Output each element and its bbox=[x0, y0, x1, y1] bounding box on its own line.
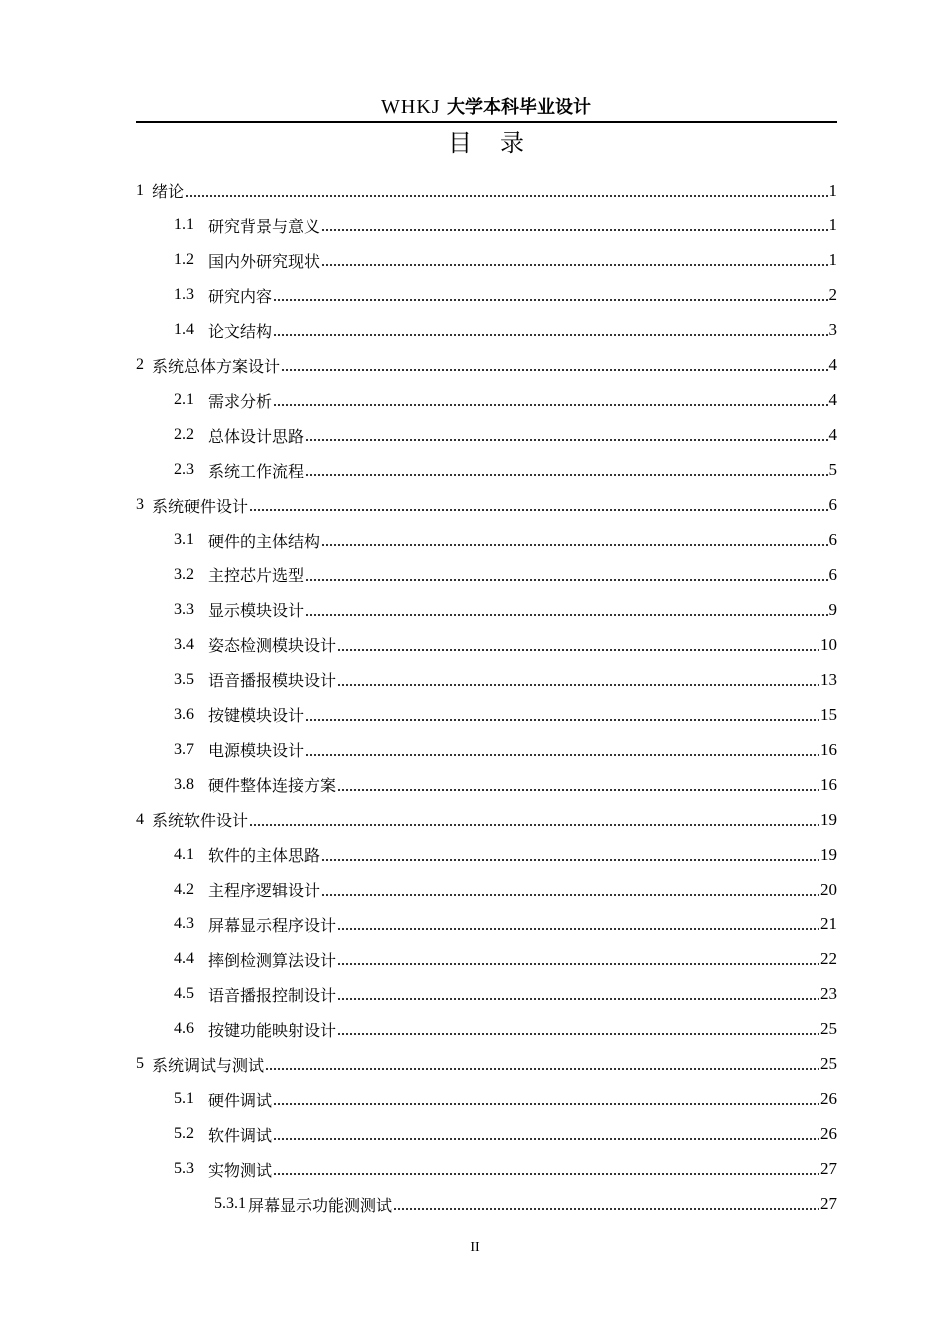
toc-entry[interactable] bbox=[136, 488, 837, 523]
toc-entry-label: 系统调试与测试 bbox=[152, 1055, 265, 1075]
toc-entry-label: 电源模块设计 bbox=[208, 741, 305, 761]
toc-entry-number: 5.3 bbox=[174, 1160, 194, 1178]
toc-entry-number: 1 bbox=[136, 181, 144, 199]
toc-entry-page: 25 bbox=[820, 1054, 837, 1074]
toc-entry[interactable] bbox=[174, 907, 837, 942]
header-university-code: WHKJ bbox=[381, 96, 441, 118]
toc-entry-label: 屏幕显示程序设计 bbox=[208, 915, 337, 935]
toc-entry-label: 研究背景与意义 bbox=[208, 216, 321, 236]
toc-entry-number: 4.6 bbox=[174, 1020, 194, 1038]
page-number: II bbox=[470, 1240, 480, 1255]
toc-entry-number: 1.4 bbox=[174, 321, 194, 339]
toc-entry-number: 1.1 bbox=[174, 216, 194, 234]
toc-dot-leader bbox=[273, 393, 827, 409]
toc-entry-label: 硬件的主体结构 bbox=[208, 531, 321, 551]
toc-entry-label: 系统硬件设计 bbox=[152, 496, 249, 516]
toc-dot-leader bbox=[305, 743, 819, 759]
toc-dot-leader bbox=[321, 253, 827, 269]
toc-entry-label: 需求分析 bbox=[208, 391, 273, 411]
toc-entry-number: 2.2 bbox=[174, 426, 194, 444]
toc-entry[interactable] bbox=[174, 1012, 837, 1047]
toc-entry[interactable] bbox=[174, 662, 837, 697]
toc-entry-label: 系统总体方案设计 bbox=[152, 356, 281, 376]
toc-entry-page: 20 bbox=[820, 879, 837, 899]
toc-entry-page: 26 bbox=[820, 1089, 837, 1109]
toc-entry-number: 4.1 bbox=[174, 845, 194, 863]
toc-entry-page: 16 bbox=[820, 774, 837, 794]
toc-entry-label: 语音播报控制设计 bbox=[208, 985, 337, 1005]
toc-entry-number: 5.3.1 bbox=[214, 1195, 246, 1213]
toc-entry[interactable] bbox=[174, 383, 837, 418]
toc-entry-label: 主程序逻辑设计 bbox=[208, 881, 321, 900]
toc-entry-number: 1.3 bbox=[174, 286, 194, 304]
toc-dot-leader bbox=[273, 1092, 819, 1108]
toc-entry-page: 6 bbox=[828, 530, 837, 549]
toc-dot-leader bbox=[305, 603, 827, 619]
toc-entry-label: 屏幕显示功能测测试 bbox=[248, 1195, 393, 1215]
toc-entry[interactable] bbox=[174, 592, 837, 627]
toc-entry-number: 2.3 bbox=[174, 461, 194, 479]
toc-entry-page: 23 bbox=[820, 984, 837, 1004]
toc-dot-leader bbox=[337, 778, 819, 794]
toc-entry-label: 按键模块设计 bbox=[208, 706, 305, 726]
toc-dot-leader bbox=[337, 952, 819, 968]
toc-entry[interactable] bbox=[136, 802, 837, 837]
toc-dot-leader bbox=[273, 323, 827, 339]
toc-entry-page: 15 bbox=[820, 704, 837, 724]
toc-entry-page: 2 bbox=[828, 285, 837, 305]
toc-entry-number: 1.2 bbox=[174, 251, 194, 269]
toc-entry-number: 4.4 bbox=[174, 950, 194, 968]
header-document-type: 大学本科毕业设计 bbox=[446, 97, 591, 118]
toc-entry[interactable] bbox=[174, 557, 837, 592]
toc-entry[interactable] bbox=[174, 243, 837, 278]
toc-entry[interactable] bbox=[174, 942, 837, 977]
toc-entry-number: 2.1 bbox=[174, 391, 194, 409]
toc-entry-number: 4.5 bbox=[174, 985, 194, 1003]
toc-entry-label: 硬件调试 bbox=[208, 1090, 273, 1110]
toc-entry-page: 5 bbox=[828, 460, 837, 480]
toc-entry[interactable] bbox=[174, 837, 837, 872]
toc-entry-number: 3.2 bbox=[174, 565, 194, 583]
toc-dot-leader bbox=[249, 498, 827, 514]
toc-entry-label: 显示模块设计 bbox=[208, 601, 305, 621]
toc-entry[interactable] bbox=[214, 1187, 837, 1222]
toc-entry-label: 实物测试 bbox=[208, 1160, 273, 1180]
toc-entry-number: 4.2 bbox=[174, 880, 194, 898]
toc-entry[interactable] bbox=[174, 278, 837, 313]
toc-entry-label: 论文结构 bbox=[208, 321, 273, 341]
toc-entry[interactable] bbox=[174, 313, 837, 348]
toc-entry-page: 19 bbox=[820, 844, 837, 864]
toc-entry[interactable] bbox=[174, 1082, 837, 1117]
toc-dot-leader bbox=[305, 463, 827, 479]
toc-entry-page: 6 bbox=[828, 564, 837, 584]
toc-entry[interactable] bbox=[174, 697, 837, 732]
toc-entry-number: 3.8 bbox=[174, 775, 194, 793]
toc-dot-leader bbox=[273, 1162, 819, 1178]
toc-entry-page: 1 bbox=[828, 250, 837, 270]
toc-entry-label: 软件的主体思路 bbox=[208, 846, 321, 866]
toc-entry-page: 13 bbox=[820, 669, 837, 689]
toc-entry-page: 9 bbox=[828, 599, 837, 619]
toc-entry[interactable] bbox=[174, 627, 837, 662]
toc-dot-leader bbox=[321, 848, 819, 864]
toc-dot-leader bbox=[337, 917, 819, 933]
toc-entry[interactable] bbox=[174, 523, 837, 558]
toc-entry-label: 系统软件设计 bbox=[152, 811, 249, 831]
toc-entry[interactable] bbox=[136, 1047, 837, 1082]
toc-entry-page: 16 bbox=[820, 739, 837, 759]
toc-entry-label: 系统工作流程 bbox=[208, 461, 305, 481]
toc-entry-page: 27 bbox=[820, 1194, 837, 1214]
toc-entry-page: 1 bbox=[828, 180, 837, 200]
toc-entry-label: 国内外研究现状 bbox=[208, 251, 321, 271]
toc-entry-page: 26 bbox=[820, 1124, 837, 1144]
toc-entry-label: 硬件整体连接方案 bbox=[208, 776, 337, 796]
toc-entry-label: 软件调试 bbox=[208, 1125, 273, 1145]
toc-entry[interactable] bbox=[174, 453, 837, 488]
toc-entry-label: 绪论 bbox=[152, 182, 185, 201]
toc-entry-number: 5.2 bbox=[174, 1125, 194, 1143]
toc-dot-leader bbox=[273, 288, 827, 304]
toc-entry-page: 25 bbox=[820, 1019, 837, 1039]
toc-entry-page: 22 bbox=[820, 949, 837, 969]
toc-entry-page: 1 bbox=[828, 215, 837, 235]
toc-entry[interactable] bbox=[174, 732, 837, 767]
toc-entry[interactable] bbox=[136, 348, 837, 383]
toc-dot-leader bbox=[305, 708, 819, 724]
toc-entry-number: 3.1 bbox=[174, 531, 194, 548]
toc-entry[interactable] bbox=[174, 872, 837, 907]
toc-dot-leader bbox=[305, 568, 827, 584]
toc-entry-number: 3.4 bbox=[174, 635, 194, 653]
toc-entry-label: 总体设计思路 bbox=[208, 426, 305, 446]
toc-entry-page: 4 bbox=[828, 425, 837, 445]
toc-entry-page: 6 bbox=[828, 495, 837, 515]
toc-entry-number: 5.1 bbox=[174, 1090, 194, 1108]
toc-dot-leader bbox=[337, 987, 819, 1003]
toc-entry-number: 3.6 bbox=[174, 705, 194, 723]
page-header bbox=[136, 92, 836, 120]
toc-dot-leader bbox=[337, 1022, 819, 1038]
toc-dot-leader bbox=[305, 428, 827, 444]
toc-entry-label: 主控芯片选型 bbox=[208, 566, 305, 586]
toc-entry-label: 摔倒检测算法设计 bbox=[208, 950, 337, 970]
toc-dot-leader bbox=[337, 673, 819, 689]
toc-entry-number: 4.3 bbox=[174, 915, 194, 933]
toc-entry-number: 3.3 bbox=[174, 600, 194, 618]
toc-title: 目录 bbox=[448, 129, 552, 157]
toc-entry[interactable] bbox=[174, 1117, 837, 1152]
toc-entry-label: 研究内容 bbox=[208, 286, 273, 306]
toc-entry-page: 19 bbox=[820, 809, 837, 829]
toc-entry-number: 3 bbox=[136, 496, 144, 514]
toc-entry-number: 3.5 bbox=[174, 670, 194, 688]
toc-entry[interactable] bbox=[174, 418, 837, 453]
toc-entry[interactable] bbox=[174, 977, 837, 1012]
toc-entry-number: 5 bbox=[136, 1055, 144, 1073]
toc-entry[interactable] bbox=[174, 208, 837, 243]
toc-entry-page: 27 bbox=[820, 1159, 837, 1179]
toc-entry-label: 姿态检测模块设计 bbox=[208, 636, 337, 656]
toc-entry-page: 4 bbox=[828, 390, 837, 410]
toc-entry[interactable] bbox=[136, 173, 837, 208]
toc-dot-leader bbox=[321, 533, 827, 549]
toc-dot-leader bbox=[249, 813, 819, 829]
toc-dot-leader bbox=[337, 638, 819, 654]
toc-entry-label: 语音播报模块设计 bbox=[208, 671, 337, 691]
toc-dot-leader bbox=[321, 883, 819, 899]
toc-entry-number: 3.7 bbox=[174, 740, 194, 758]
toc-dot-leader bbox=[393, 1197, 819, 1213]
toc-dot-leader bbox=[281, 358, 827, 374]
toc-entry-number: 4 bbox=[136, 810, 144, 828]
toc-entry-page: 10 bbox=[820, 634, 837, 654]
toc-entry[interactable] bbox=[174, 1152, 837, 1187]
toc-entry-label: 按键功能映射设计 bbox=[208, 1020, 337, 1040]
toc-entry-page: 21 bbox=[820, 914, 837, 934]
toc-entry-page: 3 bbox=[828, 320, 837, 340]
toc-dot-leader bbox=[265, 1057, 819, 1073]
toc-entry-page: 4 bbox=[828, 355, 837, 375]
toc-entry-number: 2 bbox=[136, 356, 144, 374]
toc-dot-leader bbox=[273, 1127, 819, 1143]
toc-dot-leader bbox=[185, 184, 827, 200]
toc-dot-leader bbox=[321, 218, 827, 234]
toc-entry[interactable] bbox=[174, 767, 837, 802]
header-divider bbox=[136, 121, 837, 123]
